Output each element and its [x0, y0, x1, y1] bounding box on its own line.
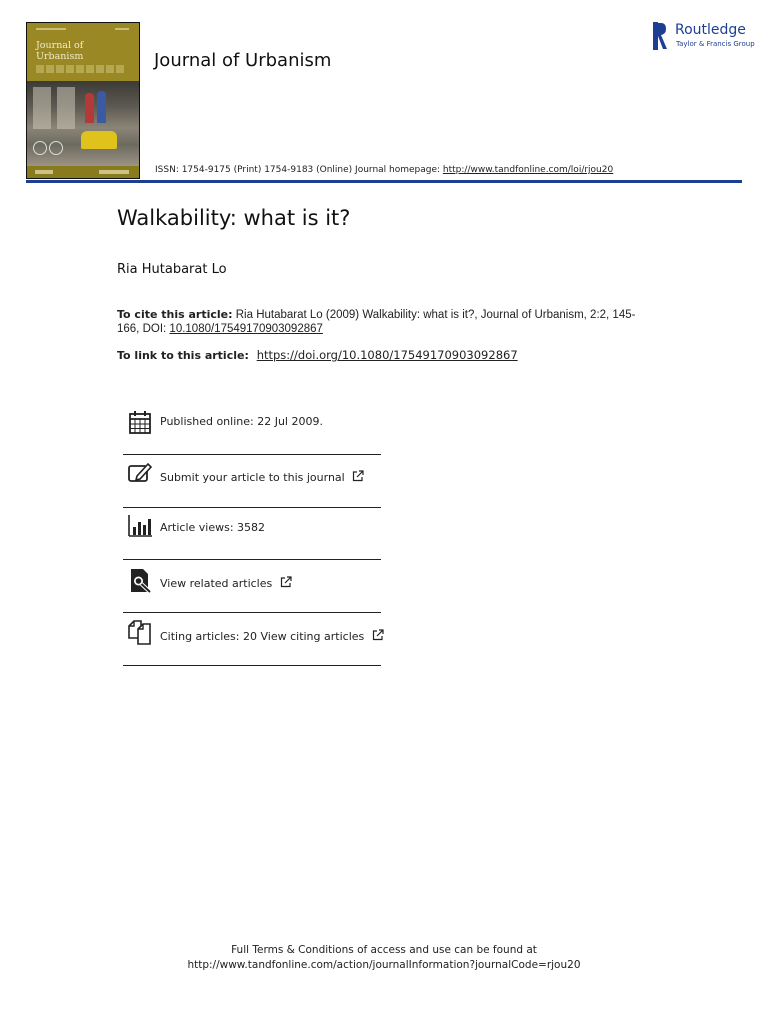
header-rule: [26, 180, 742, 183]
submit-article-row[interactable]: [123, 455, 381, 507]
link-label: To link to this article:: [117, 349, 253, 362]
doi-link[interactable]: 10.1080/17549170903092867: [169, 323, 323, 335]
journal-homepage-link[interactable]: http://www.tandfonline.com/loi/rjou20: [442, 165, 614, 175]
footer-line-1: Full Terms & Conditions of access and use can be found at: [231, 944, 537, 956]
external-link-icon: [352, 470, 364, 482]
article-views-text: Article views: 3582: [160, 521, 266, 534]
footer-terms-url[interactable]: http://www.tandfonline.com/action/journalInformation?journalCode=rjou20: [187, 959, 581, 971]
citation-block: [117, 308, 657, 336]
article-views-row: [123, 508, 381, 560]
related-articles-link[interactable]: View related articles: [160, 576, 292, 590]
publisher-name: Routledge: [675, 22, 746, 38]
publisher-tagline: Taylor & Francis Group: [676, 40, 755, 48]
submit-article-link[interactable]: Submit your article to this journal: [160, 470, 364, 484]
divider: [123, 665, 381, 666]
issn-line: [155, 165, 613, 175]
external-link-icon: [280, 576, 292, 588]
edit-icon: [127, 461, 153, 487]
cover-title: Journal of Urbanism: [36, 40, 84, 62]
search-document-icon: [127, 568, 153, 594]
citing-articles-link[interactable]: Citing articles: 20 View citing articles: [160, 629, 384, 643]
article-author: Ria Hutabarat Lo: [117, 262, 227, 277]
documents-icon: [127, 620, 153, 646]
journal-cover-image: [26, 22, 140, 179]
routledge-logo-icon: [653, 22, 667, 50]
citing-articles-row[interactable]: [123, 613, 381, 665]
article-doi-url[interactable]: https://doi.org/10.1080/17549170903092867: [256, 348, 518, 362]
bar-chart-icon: [127, 513, 153, 539]
footer-terms: [0, 943, 768, 973]
cite-text: Ria Hutabarat Lo (2009) Walkability: what is it?, Journal of Urbanism, 2:2, 145-166, DOI:: [117, 309, 636, 335]
related-articles-row[interactable]: [123, 560, 381, 612]
external-link-icon: [372, 629, 384, 641]
published-online-row: [123, 396, 381, 448]
cite-label: To cite this article:: [117, 308, 233, 321]
issn-text: ISSN: 1754-9175 (Print) 1754-9183 (Online) Journal homepage:: [155, 165, 443, 175]
article-link-line: [117, 348, 518, 362]
calendar-icon: [127, 409, 153, 435]
article-title: Walkability: what is it?: [117, 206, 351, 230]
journal-title: Journal of Urbanism: [154, 50, 332, 71]
published-online-text: Published online: 22 Jul 2009.: [160, 415, 323, 428]
